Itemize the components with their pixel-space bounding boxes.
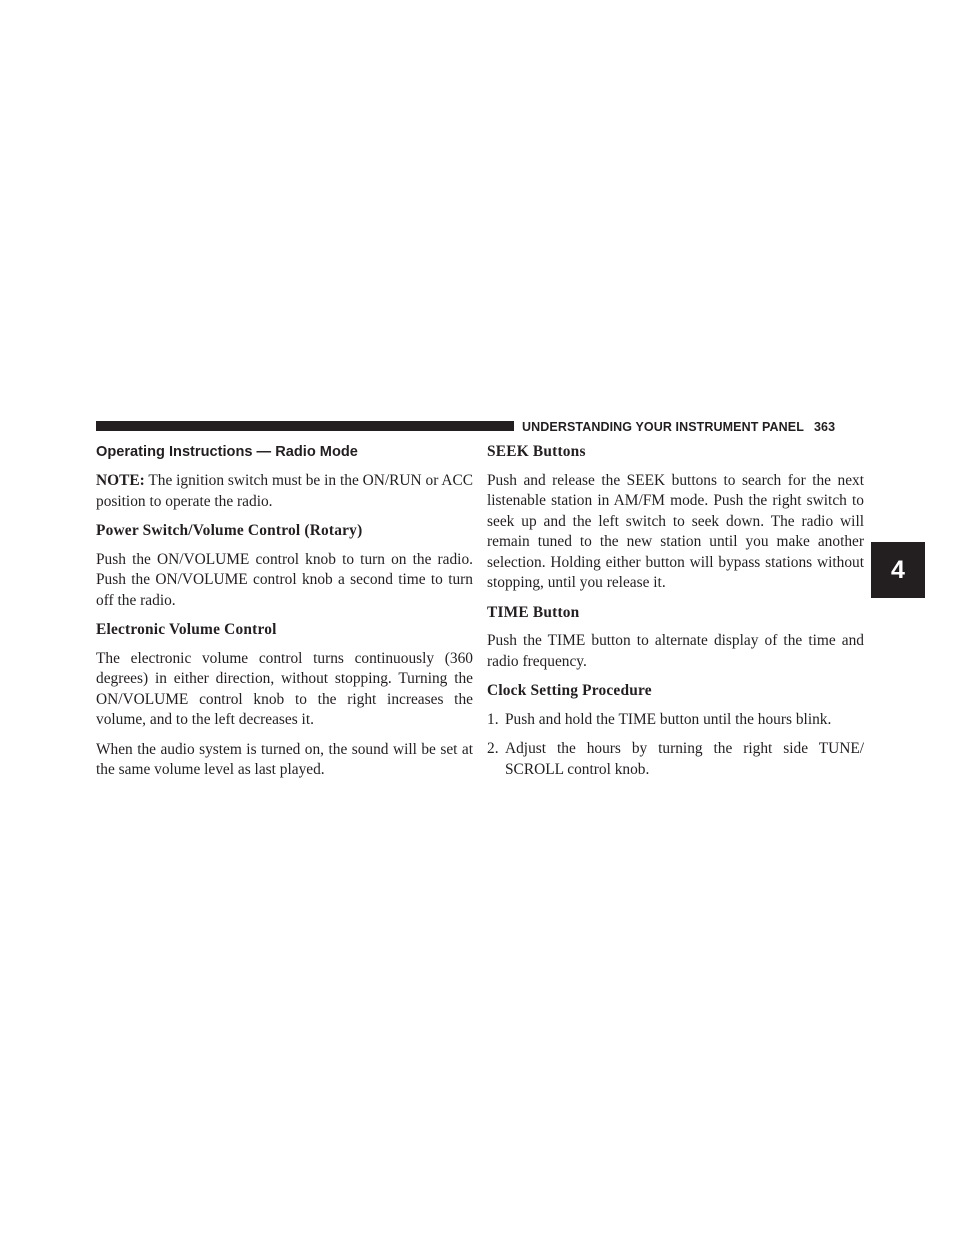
power-text: Push the ON/VOLUME control knob to turn on the radio. Push the ON/VOLUME control knob a second time to turn off the radio. (96, 550, 473, 609)
chapter-tab: 4 (871, 542, 925, 598)
list-item (487, 739, 864, 780)
step-text: Push and hold the TIME button until the hours blink. (505, 710, 832, 728)
section-heading: Operating Instructions — Radio Mode (96, 444, 358, 460)
step-text: Adjust the hours by turning the right side TUNE/ SCROLL control knob. (505, 740, 864, 778)
note-label: NOTE: (96, 472, 145, 489)
page-number: 363 (813, 420, 836, 434)
time-heading: TIME Button (487, 603, 580, 621)
power-heading: Power Switch/Volume Control (Rotary) (96, 522, 363, 539)
header-title: UNDERSTANDING YOUR INSTRUMENT PANEL (522, 420, 804, 434)
audio-text: When the audio system is turned on, the sound will be set at the same volume level as last played. (96, 740, 473, 778)
time-text: Push the TIME button to alternate display of the time and radio frequency. (487, 632, 864, 670)
running-header (522, 418, 864, 436)
seek-text: Push and release the SEEK buttons to search for the next listenable station in AM/FM mode. Push the right switch to seek up and the left switch to seek down. The radio will remain tuned to the new station until you make another selection. Holding either button will bypass stations without stopping, until you release it. (487, 471, 864, 591)
list-item (487, 710, 864, 731)
volume-text: The electronic volume control turns continuously (360 degrees) in either direction, without stopping. Turning the ON/VOLUME control knob to the right increases the volume, and to the left decreases it. (96, 649, 473, 728)
clock-heading: Clock Setting Procedure (487, 682, 652, 699)
header-rule (96, 421, 514, 431)
step-number: 1. (487, 710, 499, 728)
left-column (96, 442, 473, 790)
note-paragraph (96, 471, 473, 512)
seek-heading: SEEK Buttons (487, 443, 586, 460)
step-number: 2. (487, 740, 499, 757)
volume-heading: Electronic Volume Control (96, 621, 277, 638)
right-column (487, 442, 864, 789)
note-text: The ignition switch must be in the ON/RUN or ACC position to operate the radio. (96, 472, 473, 510)
